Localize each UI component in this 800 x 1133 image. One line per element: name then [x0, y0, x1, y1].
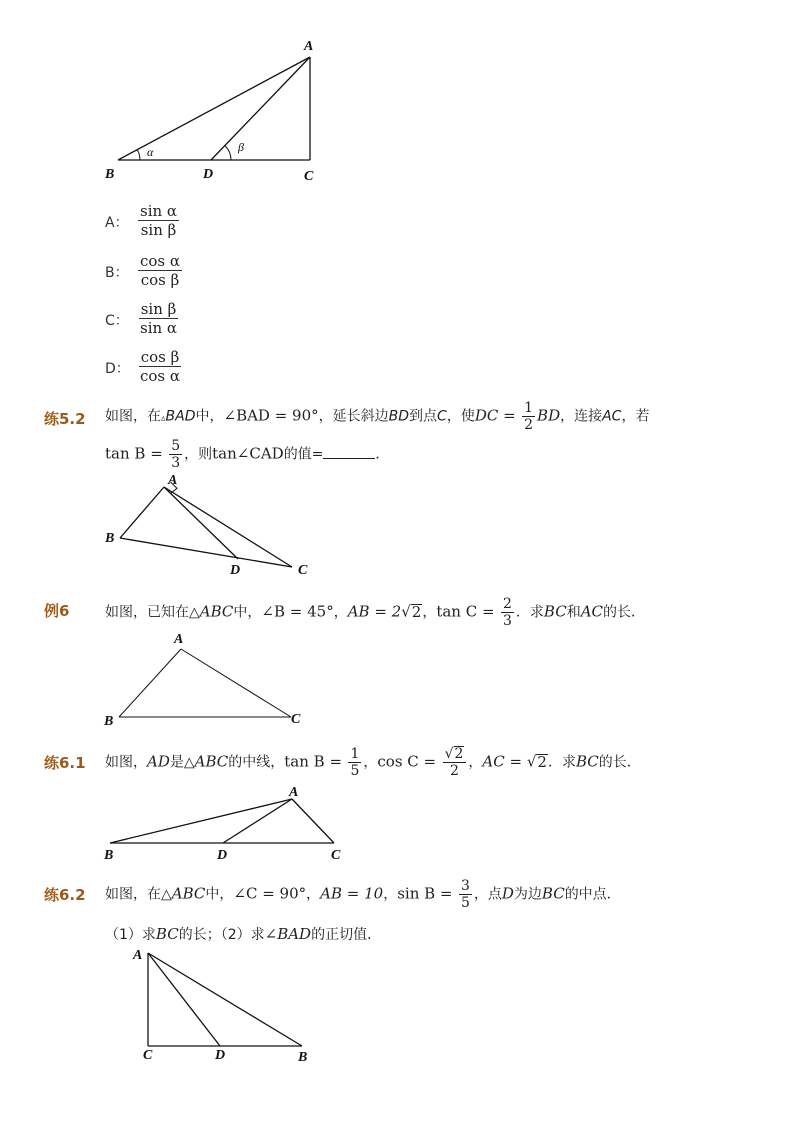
problem-5-2-line-1 — [105, 400, 649, 433]
fraction-root2-2 — [443, 746, 467, 779]
vertex-label-b: B — [298, 1050, 308, 1065]
denominator: 3 — [171, 455, 181, 471]
text: ．求 — [515, 604, 544, 621]
text: ， — [306, 886, 321, 903]
option-c-numerator: sin β — [140, 300, 177, 318]
vertex-label-a: A — [168, 473, 178, 488]
problem-6-2-line-2 — [105, 924, 381, 944]
math: AC — [580, 602, 604, 621]
option-c-fraction — [138, 300, 179, 337]
option-a-label: A： — [105, 215, 129, 231]
math: cos C = — [377, 752, 437, 771]
option-d-label: D： — [105, 361, 130, 377]
fraction-3-5 — [459, 878, 472, 911]
text: ． — [375, 446, 390, 463]
numerator: √2 — [443, 746, 467, 763]
problem-6-2-line-1 — [105, 878, 621, 911]
problem-tag-6-2: 练6.2 — [44, 886, 86, 904]
problem-6-line — [105, 596, 645, 629]
fraction-half — [522, 400, 535, 433]
numerator: 1 — [524, 400, 534, 416]
text: 如图，已知在△ — [105, 604, 200, 621]
text: 的长． — [603, 604, 646, 621]
text: ，连接 — [560, 408, 603, 425]
denominator: 5 — [350, 763, 360, 779]
option-a-numerator: sin α — [140, 202, 178, 220]
text: ，使 — [446, 408, 475, 425]
math: AB = 10 — [320, 884, 384, 903]
vertex-label-b: B — [104, 714, 114, 729]
vertex-label-c: C — [291, 712, 301, 727]
radicand: 2 — [411, 602, 422, 621]
math: sin B = — [397, 884, 453, 903]
text: 是△ — [169, 754, 195, 771]
text: ，延长斜边 — [318, 408, 389, 425]
answer-blank[interactable] — [323, 457, 375, 459]
sqrt-sign: √ — [401, 602, 411, 621]
option-b-fraction — [138, 252, 182, 289]
option-c-denominator: sin α — [140, 319, 178, 337]
math: DC = — [474, 406, 516, 425]
math: C — [437, 408, 447, 425]
text: 的中点． — [564, 886, 621, 903]
problem-tag-6: 例6 — [44, 602, 70, 620]
math: tan B = — [284, 752, 343, 771]
text: 中， — [233, 604, 262, 621]
vertex-label-d: D — [203, 167, 214, 182]
text: 如图，在△ — [105, 886, 172, 903]
vertex-label-b: B — [105, 531, 115, 546]
figure-6-1 — [0, 780, 800, 870]
vertex-label-b: B — [104, 848, 114, 863]
math: tan B = — [105, 444, 163, 463]
math: ∠C = 90° — [233, 884, 307, 903]
numerator: 5 — [171, 438, 181, 454]
text: 到点 — [409, 408, 438, 425]
option-a-fraction — [138, 202, 179, 239]
denominator: 5 — [460, 895, 470, 911]
numerator: 3 — [460, 878, 470, 894]
vertex-label-a: A — [289, 785, 299, 800]
math: AC = — [482, 752, 523, 771]
math: ∠BAD = 90° — [223, 406, 319, 425]
text: 如图， — [105, 754, 147, 771]
figure-6 — [0, 630, 800, 740]
problem-tag-5-2: 练5.2 — [44, 410, 86, 428]
vertex-label-b: B — [105, 167, 115, 182]
text: ，若 — [621, 408, 650, 425]
denominator: 2 — [524, 417, 534, 433]
vertex-label-d: D — [215, 1048, 226, 1063]
triangle-symbol: ▵ — [161, 413, 166, 424]
fraction-5-3 — [169, 438, 182, 471]
option-a-denominator: sin β — [140, 221, 177, 239]
text: ，则 — [184, 446, 213, 463]
text: 的值= — [283, 446, 324, 463]
vertex-label-d: D — [230, 563, 241, 578]
text: ， — [422, 604, 437, 621]
text: 的正切值． — [311, 927, 382, 943]
figure-6-2 — [0, 945, 800, 1075]
text: 为边 — [513, 886, 542, 903]
text: 如图，在 — [105, 408, 161, 425]
numerator: 2 — [503, 596, 512, 612]
figure-triangle-abc-alpha-beta — [0, 0, 800, 200]
math: AB = 2 — [347, 602, 402, 621]
text: ．求 — [547, 754, 576, 771]
problem-6-1-line — [105, 746, 641, 779]
math: tan C = — [436, 602, 495, 621]
vertex-label-c: C — [298, 563, 308, 578]
radicand: 2 — [537, 752, 547, 771]
denominator: 2 — [450, 763, 459, 779]
text: ， — [363, 754, 378, 771]
problem-tag-6-1: 练6.1 — [44, 754, 86, 772]
math: ∠BAD — [264, 925, 312, 943]
numerator: 1 — [350, 746, 360, 762]
math: BC — [155, 925, 179, 943]
radicand: 2 — [454, 746, 464, 762]
math: ABC — [171, 884, 206, 903]
text: ， — [468, 754, 483, 771]
math: BD — [537, 406, 561, 425]
math: D — [501, 884, 514, 903]
vertex-label-c: C — [304, 169, 314, 184]
vertex-label-d: D — [217, 848, 228, 863]
fraction-1-5 — [348, 746, 361, 779]
option-d-fraction — [138, 348, 182, 385]
math: ABC — [199, 602, 234, 621]
denominator: 3 — [503, 613, 512, 629]
math: tan∠CAD — [212, 444, 284, 463]
text: ，点 — [473, 886, 502, 903]
vertex-label-a: A — [174, 632, 184, 647]
option-c-label: C： — [105, 313, 129, 329]
angle-alpha-label: α — [147, 145, 154, 159]
text: 的中线， — [228, 754, 285, 771]
text: 和 — [566, 604, 581, 621]
math: ABC — [194, 752, 229, 771]
text: 中， — [205, 886, 234, 903]
option-d-numerator: cos β — [140, 348, 180, 366]
option-d-denominator: cos α — [140, 367, 181, 385]
vertex-label-c: C — [143, 1048, 153, 1063]
math: BC — [543, 602, 567, 621]
option-b-label: B： — [105, 265, 129, 281]
sqrt-sign: √ — [522, 752, 537, 771]
vertex-label-a: A — [133, 948, 143, 963]
vertex-label-c: C — [331, 848, 341, 863]
math: AC — [602, 408, 622, 425]
option-b-numerator: cos α — [140, 252, 181, 270]
text: 的长；（2）求 — [178, 927, 265, 943]
math: BAD — [165, 408, 196, 425]
math: AD — [147, 752, 170, 771]
text: 的长． — [598, 754, 641, 771]
figure-5-2 — [0, 470, 800, 590]
vertex-label-a: A — [304, 39, 314, 54]
text: ， — [383, 886, 398, 903]
math: BC — [541, 884, 565, 903]
fraction-2-3 — [501, 596, 514, 629]
angle-beta-label: β — [238, 140, 244, 154]
text: （1）求 — [105, 927, 156, 943]
math: BD — [388, 408, 410, 425]
option-b-denominator: cos β — [140, 271, 180, 289]
math: ∠B = 45° — [261, 602, 334, 621]
problem-5-2-line-2 — [105, 438, 389, 471]
text: 中， — [195, 408, 224, 425]
text: ， — [333, 604, 348, 621]
math: BC — [575, 752, 599, 771]
